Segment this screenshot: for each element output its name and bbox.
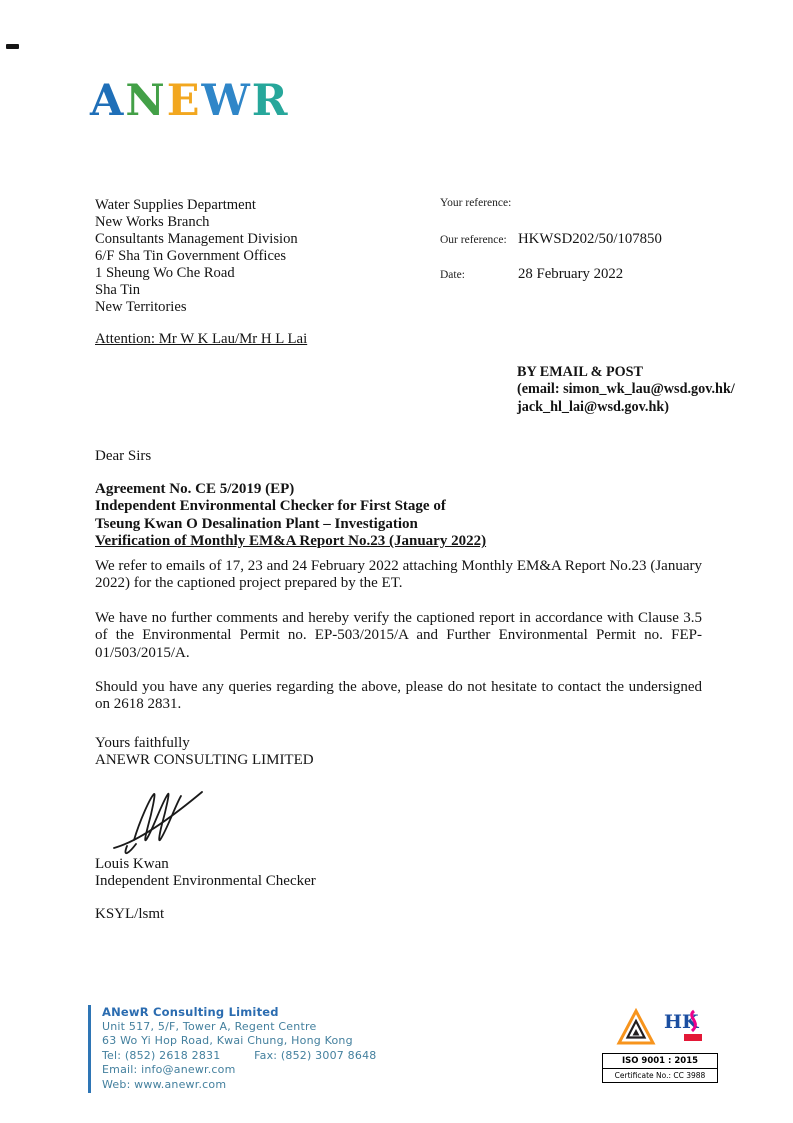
logo-letter: N [125,76,167,126]
footer-tel: Tel: (852) 2618 2831 [102,1048,221,1062]
svg-text:HK: HK [663,1011,698,1033]
signatory-title: Independent Environmental Checker [95,873,316,890]
recipient-line: Sha Tin [95,282,141,298]
closing-block [95,735,314,770]
footer-address-line: 63 Wo Yi Hop Road, Kwai Chung, Hong Kong [102,1034,353,1048]
signatory-name: Louis Kwan [95,856,169,872]
footer-address-line: Unit 517, 5/F, Tower A, Regent Centre [102,1019,317,1033]
subject-line-underlined: Verification of Monthly EM&A Report No.23 (January 2022) [95,533,487,550]
footer [88,1005,376,1093]
date-row [440,266,623,283]
certificate-number-text: Certificate No.: CC 3988 [614,1071,706,1080]
our-reference-label: Our reference: [440,234,507,246]
footer-accent-bar [88,1005,91,1093]
our-reference-value: HKWSD202/50/107850 [518,231,662,247]
body-paragraph-1: We refer to emails of 17, 23 and 24 February 2022 attaching Monthly EM&A Report No.23 (January 2022) for the captioned project prepared by the ET. [95,558,702,592]
subject-line: Agreement No. CE 5/2019 (EP) [95,481,295,497]
recipient-line: 6/F Sha Tin Government Offices [95,248,287,264]
recipient-line: New Territories [95,299,187,315]
delivery-email-line: (email: simon_wk_lau@wsd.gov.hk/ [517,381,735,398]
recipient-line: Consultants Management Division [95,231,298,247]
salutation: Dear Sirs [95,448,152,464]
certification-block [602,1008,718,1083]
footer-phone-line [102,1049,376,1064]
footer-web: Web: www.anewr.com [102,1077,227,1091]
iso-standard-text: ISO 9001 : 2015 [603,1054,717,1069]
subject-line: Tseung Kwan O Desalination Plant – Investigation [95,515,418,532]
subject-line: Independent Environmental Checker for First Stage of [95,498,446,515]
your-reference-label: Your reference: [440,197,512,209]
body-paragraph-2: We have no further comments and hereby verify the captioned report in accordance with Clause 3.5 of the Environmental Permit no. EP-503/2015/A and Further Environmental Permit no. FEP-01/503/2015/A. [95,609,702,661]
delivery-method-block [517,364,735,416]
logo-letter: E [166,76,202,126]
footer-contact-block [102,1005,376,1093]
valediction: Yours faithfully [95,735,190,751]
certification-logos [602,1008,718,1050]
recipient-address [95,197,298,316]
footer-email: Email: info@anewr.com [102,1063,236,1077]
recipient-line: 1 Sheung Wo Che Road [95,265,235,281]
hkqaa-triangle-logo [616,1008,656,1050]
signatory-block [95,856,316,891]
your-reference-row [440,197,518,209]
date-label: Date: [440,269,465,281]
date-value: 28 February 2022 [518,266,624,282]
delivery-email-line: jack_hl_lai@wsd.gov.hk) [517,398,669,415]
delivery-method: BY EMAIL & POST [517,364,643,380]
letter-body [95,558,702,731]
company-logo [90,76,290,126]
attention-line: Attention: Mr W K Lau/Mr H L Lai [95,331,308,347]
hk-brand-logo [663,1008,705,1050]
our-reference-row [440,231,662,248]
closing-company-name: ANEWR CONSULTING LIMITED [95,752,314,769]
logo-letter: A [90,76,126,126]
body-paragraph-3: Should you have any queries regarding the above, please do not hesitate to contact the undersigned on 2618 2831. [95,679,702,713]
footer-fax: Fax: (852) 3007 8648 [254,1048,377,1062]
logo-letter: W [201,76,252,126]
reference-initials: KSYL/lsmt [95,906,165,922]
handwritten-signature [106,782,216,867]
scan-artifact [6,44,19,49]
recipient-line: Water Supplies Department [95,197,256,213]
signature-scrawl-icon [106,782,216,862]
logo-letter: R [251,76,290,126]
subject-block [95,481,486,551]
iso-certificate-box [602,1053,718,1083]
recipient-line: New Works Branch [95,214,210,230]
footer-company-name: ANewR Consulting Limited [102,1005,279,1019]
